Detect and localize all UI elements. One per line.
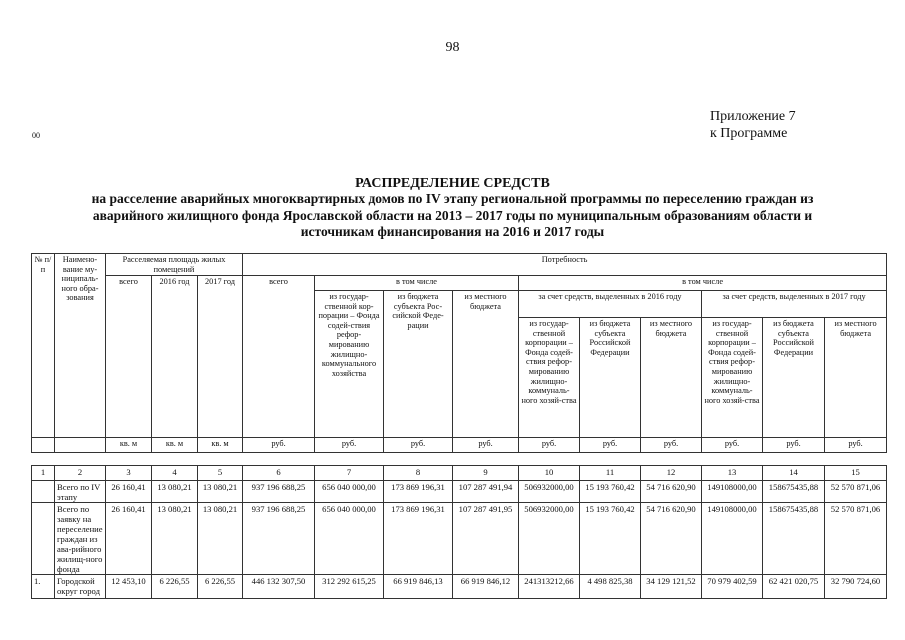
header-municipality: Наимено-вание му-ниципаль-ного обра-зования (55, 254, 106, 438)
header-need-group: Потребность (243, 254, 887, 276)
value-cell: 158675435,88 (763, 503, 825, 575)
unit-cell (32, 438, 55, 453)
header-area-2016: 2016 год (152, 276, 198, 438)
municipality-name: Всего по IV этапу (55, 481, 106, 503)
row-number (32, 503, 55, 575)
unit-cell: руб. (519, 438, 580, 453)
unit-cell: руб. (315, 438, 384, 453)
header-2017-fund: из государ-ственной корпорации – Фонда содей-ствия рефор-мированию жилищно-коммуналь-ного хозяй-ства (702, 318, 763, 438)
unit-cell (55, 438, 106, 453)
corner-mark: 00 (32, 131, 40, 140)
value-cell: 66 919 846,13 (384, 575, 453, 599)
value-cell: 13 080,21 (198, 481, 243, 503)
value-cell: 149108000,00 (702, 481, 763, 503)
value-cell: 34 129 121,52 (641, 575, 702, 599)
column-number: 8 (384, 466, 453, 481)
unit-cell: руб. (580, 438, 641, 453)
data-table (31, 465, 887, 599)
value-cell: 52 570 871,06 (825, 481, 887, 503)
value-cell: 107 287 491,94 (453, 481, 519, 503)
document-title: РАСПРЕДЕЛЕНИЕ СРЕДСТВ (355, 176, 550, 191)
appendix-line-2: к Программе (710, 126, 788, 141)
value-cell: 54 716 620,90 (641, 503, 702, 575)
column-number: 7 (315, 466, 384, 481)
column-number: 4 (152, 466, 198, 481)
column-number: 12 (641, 466, 702, 481)
value-cell: 446 132 307,50 (243, 575, 315, 599)
header-src-local: из местного бюджета (453, 291, 519, 438)
value-cell: 312 292 615,25 (315, 575, 384, 599)
table-row (32, 575, 887, 599)
table-row (32, 503, 887, 575)
value-cell: 13 080,21 (152, 481, 198, 503)
column-number: 15 (825, 466, 887, 481)
unit-cell: руб. (453, 438, 519, 453)
value-cell: 70 979 402,59 (702, 575, 763, 599)
header-table (31, 253, 887, 453)
column-number: 5 (198, 466, 243, 481)
row-number (32, 481, 55, 503)
value-cell: 13 080,21 (152, 503, 198, 575)
column-number-row (32, 466, 887, 481)
column-number: 6 (243, 466, 315, 481)
unit-cell: руб. (641, 438, 702, 453)
value-cell: 173 869 196,31 (384, 481, 453, 503)
value-cell: 4 498 825,38 (580, 575, 641, 599)
value-cell: 12 453,10 (106, 575, 152, 599)
header-2017-group: за счет средств, выделенных в 2017 году (702, 291, 887, 318)
value-cell: 937 196 688,25 (243, 481, 315, 503)
value-cell: 26 160,41 (106, 481, 152, 503)
value-cell: 66 919 846,12 (453, 575, 519, 599)
value-cell: 107 287 491,95 (453, 503, 519, 575)
value-cell: 937 196 688,25 (243, 503, 315, 575)
header-2016-group: за счет средств, выделенных в 2016 году (519, 291, 702, 318)
value-cell: 158675435,88 (763, 481, 825, 503)
value-cell: 506932000,00 (519, 481, 580, 503)
column-number: 2 (55, 466, 106, 481)
column-number: 9 (453, 466, 519, 481)
header-src-federal: из бюджета субъекта Рос-сийской Феде-рации (384, 291, 453, 438)
page-number: 98 (445, 40, 460, 55)
row-number: 1. (32, 575, 55, 599)
column-number: 11 (580, 466, 641, 481)
appendix-label (710, 108, 796, 142)
value-cell: 6 226,55 (152, 575, 198, 599)
municipality-name: Всего по заявку на переселение граждан из ава-рийного жилищ-ного фонда (55, 503, 106, 575)
header-area-2017: 2017 год (198, 276, 243, 438)
value-cell: 506932000,00 (519, 503, 580, 575)
value-cell: 54 716 620,90 (641, 481, 702, 503)
value-cell: 656 040 000,00 (315, 503, 384, 575)
column-number: 3 (106, 466, 152, 481)
unit-cell: кв. м (198, 438, 243, 453)
header-2017-local: из местного бюджета (825, 318, 887, 438)
unit-cell: руб. (825, 438, 887, 453)
unit-cell: кв. м (106, 438, 152, 453)
document-subtitle: на расселение аварийных многоквартирных домов по IV этапу региональной программы по переселению граждан из аварийного жилищного фонда Ярославской области на 2013 – 2017 годы по муниципальным образованиям области и источникам финансирования на 2016 и 2017 годы (91, 191, 814, 239)
header-2016-fund: из государ-ственной корпорации – Фонда содей-ствия рефор-мированию жилищно-коммуналь-ного хозяй-ства (519, 318, 580, 438)
value-cell: 52 570 871,06 (825, 503, 887, 575)
header-2017-federal: из бюджета субъекта Российской Федерации (763, 318, 825, 438)
municipality-name: Городской округ город (55, 575, 106, 599)
value-cell: 15 193 760,42 (580, 481, 641, 503)
value-cell: 6 226,55 (198, 575, 243, 599)
column-number: 1 (32, 466, 55, 481)
value-cell: 62 421 020,75 (763, 575, 825, 599)
unit-cell: руб. (384, 438, 453, 453)
header-2016-federal: из бюджета субъекта Российской Федерации (580, 318, 641, 438)
header-need-total: всего (243, 276, 315, 438)
value-cell: 15 193 760,42 (580, 503, 641, 575)
header-incl-2: в том числе (519, 276, 887, 291)
unit-cell: кв. м (152, 438, 198, 453)
value-cell: 13 080,21 (198, 503, 243, 575)
header-no: № п/п (32, 254, 55, 438)
column-number: 10 (519, 466, 580, 481)
header-incl-1: в том числе (315, 276, 519, 291)
header-2016-local: из местного бюджета (641, 318, 702, 438)
value-cell: 173 869 196,31 (384, 503, 453, 575)
unit-cell: руб. (763, 438, 825, 453)
column-number: 14 (763, 466, 825, 481)
unit-cell: руб. (243, 438, 315, 453)
value-cell: 26 160,41 (106, 503, 152, 575)
header-area-group: Расселяемая площадь жилых помещений (106, 254, 243, 276)
appendix-line-1: Приложение 7 (710, 109, 796, 124)
column-number: 13 (702, 466, 763, 481)
value-cell: 241313212,66 (519, 575, 580, 599)
table-row (32, 481, 887, 503)
header-src-fund: из государ-ственной кор-порации – Фонда содей-ствия рефор-мированию жилищно-коммунального хозяйства (315, 291, 384, 438)
unit-cell: руб. (702, 438, 763, 453)
value-cell: 149108000,00 (702, 503, 763, 575)
header-area-total: всего (106, 276, 152, 438)
value-cell: 32 790 724,60 (825, 575, 887, 599)
value-cell: 656 040 000,00 (315, 481, 384, 503)
